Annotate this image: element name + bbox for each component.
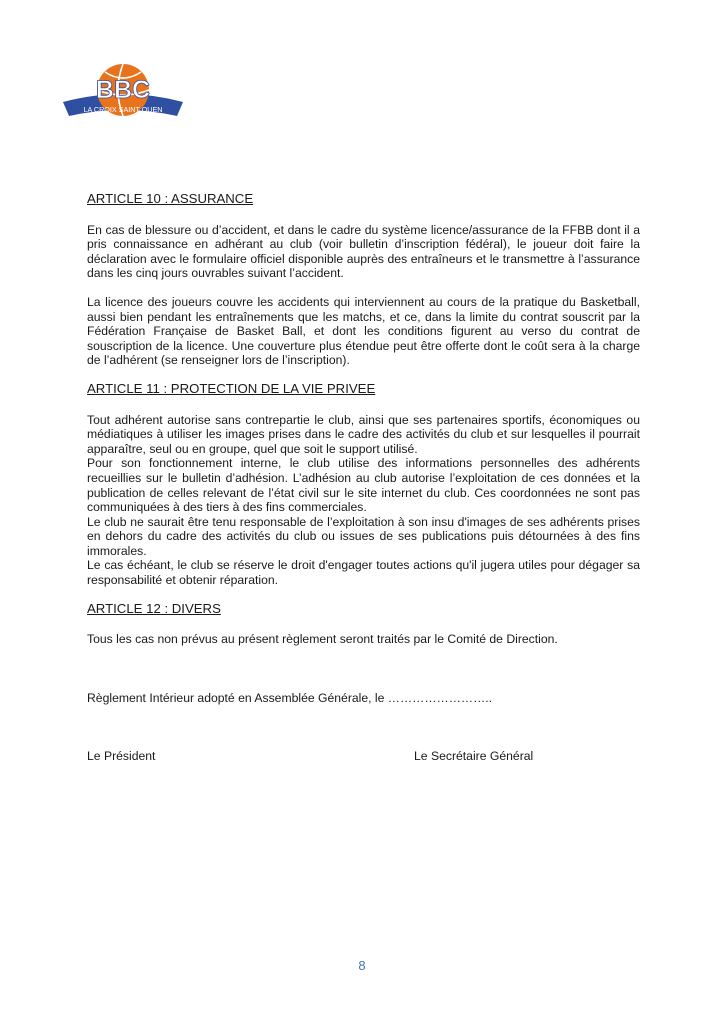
- signature-row: [87, 749, 640, 765]
- article-11-title: ARTICLE 11 : PROTECTION DE LA VIE PRIVEE: [87, 380, 376, 396]
- club-logo: [57, 62, 189, 120]
- article-11-paragraph-2: Pour son fonctionnement interne, le club utilise des informations personnelles des adhérents recueillies sur le bulletin d’adhésion. L’adhésion au club autorise l’exploitation de ces données et la publication de celles relevant de l’état civil sur le site internet du club. Ces coordonnées ne sont pas communiquées à des tiers à des fins commerciales.: [87, 456, 640, 515]
- article-10-title: ARTICLE 10 : ASSURANCE: [87, 191, 254, 206]
- article-11-paragraph-3: Le club ne saurait être tenu responsable de l’exploitation à son insu d'images de ses adhérents prises en dehors du cadre des activités du club ou issues de ses publications puis détournées à des fins immorales.: [87, 514, 640, 558]
- logo-letters: BBC: [95, 76, 151, 104]
- signature-president: Le Président: [87, 749, 156, 764]
- adoption-line: Règlement Intérieur adopté en Assemblée Générale, le ……………………..: [87, 690, 493, 705]
- page-number: 8: [358, 958, 366, 973]
- article-10-paragraph-1: En cas de blessure ou d’accident, et dans le cadre du système licence/assurance de la FFBB dont il a pris connaissance en adhérant au club (voir bulletin d’inscription fédéral), le joueur doit faire la déclaration avec le formulaire officiel disponible auprès des entraîneurs et le transmettre à l’assurance dans les cinq jours ouvrables suivant l’accident.: [87, 222, 640, 281]
- article-11-paragraph-4: Le cas échéant, le club se réserve le droit d'engager toutes actions qu'il jugera utiles pour dégager sa responsabilité et obtenir réparation.: [87, 558, 640, 588]
- signature-secretary: Le Secrétaire Général: [414, 749, 534, 764]
- article-10-paragraph-2: La licence des joueurs couvre les accidents qui interviennent au cours de la pratique du Basketball, aussi bien pendant les entraînements que les matchs, et ce, dans la limite du contrat souscrit par la Fédération Française de Basket Ball, et dont les conditions figurent au verso du contrat de souscription de la licence. Une couverture plus étendue peut être offerte dont le coût sera à la charge de l’adhérent (se renseigner lors de l’inscription).: [87, 294, 640, 368]
- article-12-paragraph-1: Tous les cas non prévus au présent règlement seront traités par le Comité de Direction.: [87, 632, 558, 647]
- document-body: [87, 192, 640, 765]
- logo-banner-text: LA CROIX SAINT OUEN: [83, 105, 163, 114]
- article-11-paragraph-1: Tout adhérent autorise sans contrepartie le club, ainsi que ses partenaires sportifs, économiques ou médiatiques à utiliser les images prises dans le cadre des activités du club et sur lesquelles il pourrait apparaître, seul ou en groupe, quel que soit le support utilisé.: [87, 412, 640, 456]
- article-12-title: ARTICLE 12 : DIVERS: [87, 600, 221, 616]
